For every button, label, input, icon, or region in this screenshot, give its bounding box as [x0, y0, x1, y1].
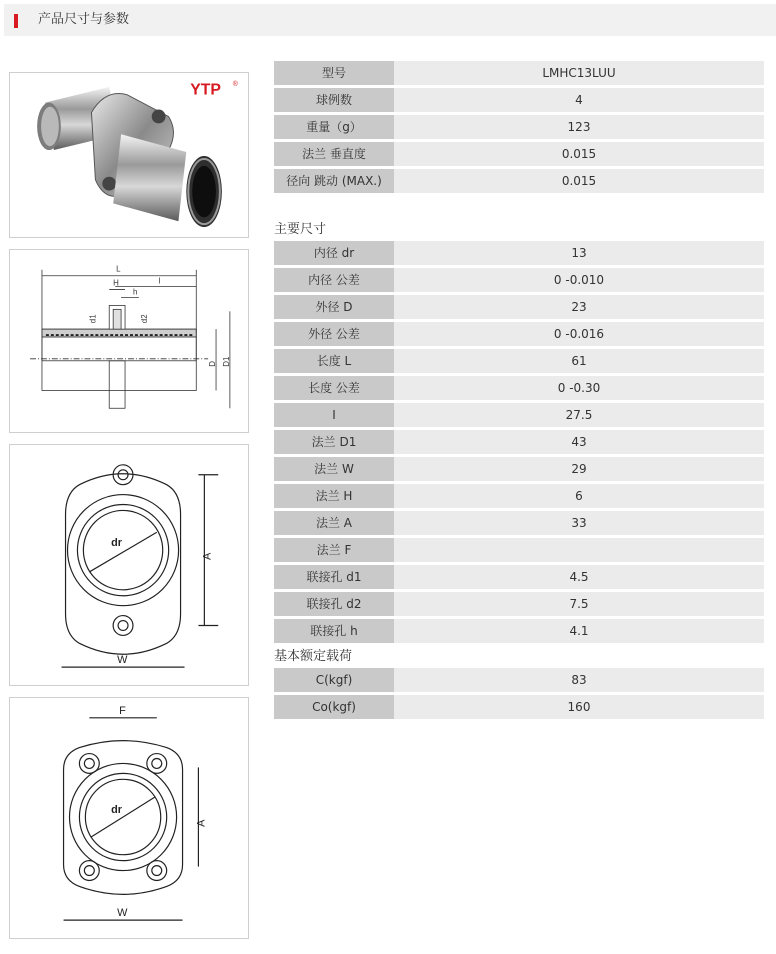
header-accent-bar	[14, 14, 18, 28]
row-value: 0 -0.30	[394, 376, 764, 400]
row-value: 29	[394, 457, 764, 481]
label-d1: d1	[88, 314, 98, 324]
row-value: 123	[394, 115, 764, 139]
load-heading: 基本额定载荷	[274, 649, 353, 664]
row-value: 0 -0.016	[394, 322, 764, 346]
row-value: 33	[394, 511, 764, 535]
product-photo	[9, 72, 249, 238]
label-d2: d2	[139, 314, 149, 324]
table-row	[274, 349, 764, 373]
row-value: 7.5	[394, 592, 764, 616]
table-row	[274, 511, 764, 535]
table-row	[274, 61, 764, 85]
row-value: 27.5	[394, 403, 764, 427]
table-row	[274, 88, 764, 112]
table-row	[274, 403, 764, 427]
label-A-4: A	[195, 819, 208, 827]
brand-registered-mark: ®	[232, 80, 238, 88]
row-label: 法兰 H	[274, 484, 394, 508]
row-value: 13	[394, 241, 764, 265]
table-row	[274, 457, 764, 481]
table-row	[274, 484, 764, 508]
row-value: 4	[394, 88, 764, 112]
row-label: 联接孔 d1	[274, 565, 394, 589]
table-row	[274, 169, 764, 193]
table-row	[274, 241, 764, 265]
row-label: C(kgf)	[274, 668, 394, 692]
table-row	[274, 115, 764, 139]
table-row	[274, 619, 764, 643]
flange-front-view-two-holes	[10, 445, 248, 685]
row-label: 型号	[274, 61, 394, 85]
label-L: L	[116, 264, 121, 274]
label-A: A	[201, 552, 214, 561]
row-label: 长度 公差	[274, 376, 394, 400]
row-label: 内径 dr	[274, 241, 394, 265]
table-row	[274, 668, 764, 692]
table-row	[274, 565, 764, 589]
row-label: 法兰 F	[274, 538, 394, 562]
row-label: 法兰 D1	[274, 430, 394, 454]
row-label: 内径 公差	[274, 268, 394, 292]
row-value: LMHC13LUU	[394, 61, 764, 85]
row-label: 长度 L	[274, 349, 394, 373]
label-D1: D1	[221, 356, 231, 367]
table-row	[274, 376, 764, 400]
table-row	[274, 268, 764, 292]
linear-bearing-photo	[10, 73, 248, 237]
section-title: 产品尺寸与参数	[38, 12, 130, 27]
table-row	[274, 592, 764, 616]
label-D: D	[208, 360, 218, 367]
row-value: 160	[394, 695, 764, 719]
row-value: 61	[394, 349, 764, 373]
table-row	[274, 695, 764, 719]
row-label: I	[274, 403, 394, 427]
dimensions-heading: 主要尺寸	[274, 222, 327, 237]
row-label: 法兰 A	[274, 511, 394, 535]
row-value: 4.1	[394, 619, 764, 643]
row-label: 重量（g）	[274, 115, 394, 139]
row-value: 4.5	[394, 565, 764, 589]
label-W-4: W	[117, 907, 128, 920]
row-label: Co(kgf)	[274, 695, 394, 719]
row-label: 外径 公差	[274, 322, 394, 346]
row-value: 83	[394, 668, 764, 692]
label-dr: dr	[111, 537, 123, 550]
row-label: 联接孔 d2	[274, 592, 394, 616]
row-value: 0.015	[394, 169, 764, 193]
row-value: 0 -0.010	[394, 268, 764, 292]
row-label: 联接孔 h	[274, 619, 394, 643]
label-H: H	[113, 278, 119, 288]
table-row	[274, 142, 764, 166]
row-value: 23	[394, 295, 764, 319]
row-value: 6	[394, 484, 764, 508]
table-row	[274, 430, 764, 454]
row-label: 外径 D	[274, 295, 394, 319]
table-row	[274, 322, 764, 346]
table-row	[274, 538, 764, 562]
table-row	[274, 295, 764, 319]
label-dr-4: dr	[111, 804, 123, 817]
label-F: F	[119, 704, 126, 717]
front-view-4-hole-diagram	[9, 697, 249, 939]
label-W: W	[117, 654, 128, 667]
row-value: 0.015	[394, 142, 764, 166]
label-h: h	[132, 287, 138, 297]
row-value: 43	[394, 430, 764, 454]
side-section-diagram	[9, 249, 249, 433]
label-l: l	[158, 276, 161, 286]
row-label: 法兰 W	[274, 457, 394, 481]
brand-logo: YTP	[190, 81, 221, 99]
row-label: 球例数	[274, 88, 394, 112]
row-label: 法兰 垂直度	[274, 142, 394, 166]
row-label: 径向 跳动 (MAX.)	[274, 169, 394, 193]
front-view-2-hole-diagram	[9, 444, 249, 686]
bearing-side-view	[10, 250, 248, 432]
flange-front-view-four-holes	[10, 698, 248, 938]
section-header	[4, 4, 776, 36]
row-value	[394, 538, 764, 562]
